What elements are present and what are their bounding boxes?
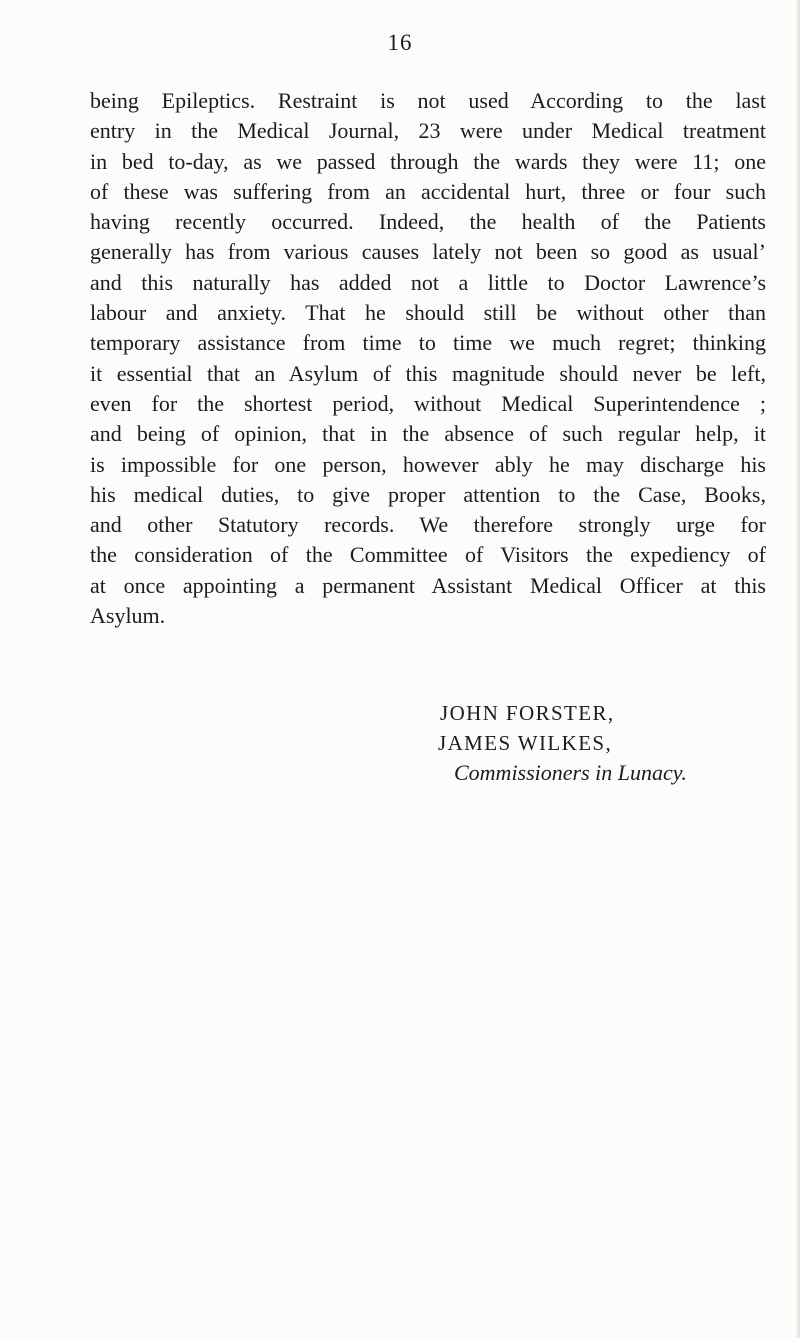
text-line: and other Statutory records. We therefore strongly urge for <box>90 512 766 538</box>
text-line: at once appointing a permanent Assistant Medical Officer at this <box>90 572 766 598</box>
signatory-name: JAMES WILKES, <box>438 731 613 755</box>
text-line: temporary assistance from time to time we much regret; thinking <box>90 330 766 356</box>
text-line: of these was suffering from an accidental hurt, three or four such <box>90 178 766 204</box>
text-line: even for the shortest period, without Medical Superintendence ; <box>90 390 766 416</box>
text-line: is impossible for one person, however ably he may discharge his <box>90 451 766 477</box>
text-line: generally has from various causes lately not been so good as usual’ <box>90 239 766 265</box>
text-line: and being of opinion, that in the absence of such regular help, it <box>90 421 766 447</box>
text-line: labour and anxiety. That he should still be without other than <box>90 300 766 326</box>
text-line: entry in the Medical Journal, 23 were under Medical treatment <box>90 118 766 144</box>
body-paragraph <box>90 86 766 631</box>
text-line: the consideration of the Committee of Visitors the expediency of <box>90 542 766 568</box>
text-line: and this naturally has added not a little to Doctor Lawrence’s <box>90 269 766 295</box>
text-line: in bed to-day, as we passed through the wards they were 11; one <box>90 148 766 174</box>
text-line: it essential that an Asylum of this magnitude should never be left, <box>90 360 766 386</box>
text-line: his medical duties, to give proper attention to the Case, Books, <box>90 481 766 507</box>
text-line: having recently occurred. Indeed, the health of the Patients <box>90 209 766 235</box>
signatory-title: Commissioners in Lunacy. <box>454 760 687 785</box>
text-line: Asylum. <box>90 603 166 629</box>
text-line: being Epileptics. Restraint is not used According to the last <box>90 88 766 113</box>
page-edge-shadow <box>796 0 800 1338</box>
signatory-name: JOHN FORSTER, <box>440 701 615 725</box>
signature-block <box>438 698 768 788</box>
page-number: 16 <box>387 30 413 55</box>
